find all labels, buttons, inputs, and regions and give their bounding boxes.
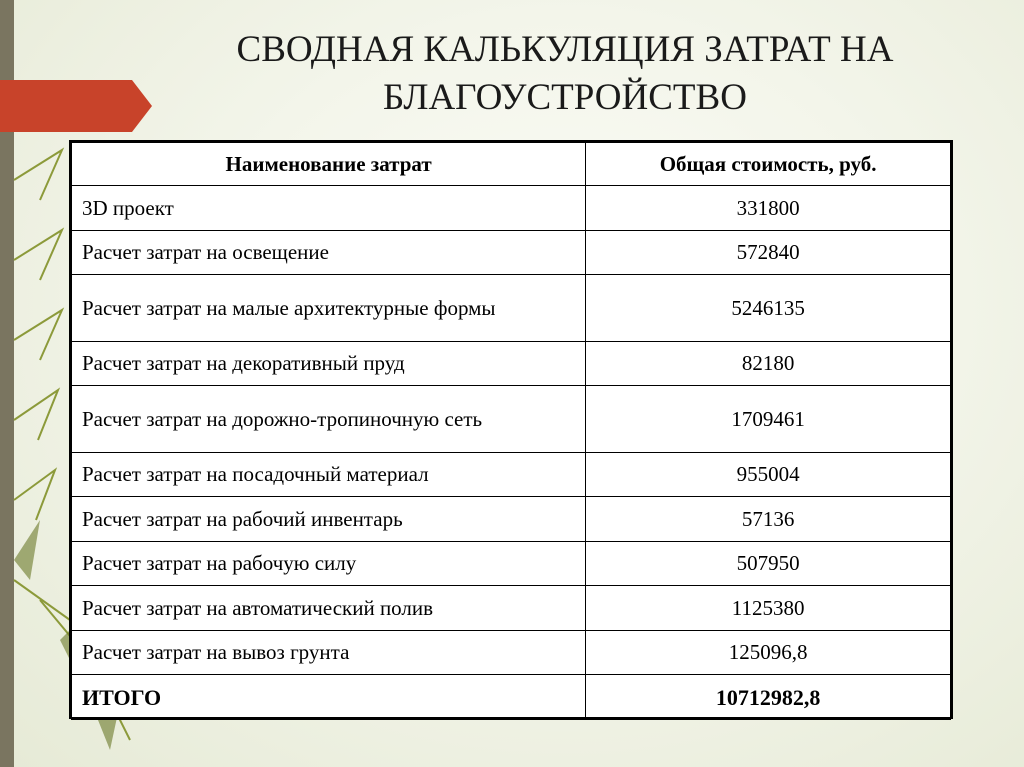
- header-cost: Общая стоимость, руб.: [586, 143, 951, 186]
- table-row: [72, 275, 951, 342]
- row-value: 82180: [586, 342, 951, 386]
- slide-title: [150, 26, 980, 122]
- row-name: Расчет затрат на декоративный пруд: [72, 342, 586, 386]
- cost-table: [71, 142, 951, 720]
- title-line-1: СВОДНАЯ КАЛЬКУЛЯЦИЯ ЗАТРАТ НА: [236, 29, 894, 70]
- row-value: 57136: [586, 497, 951, 542]
- row-name: Расчет затрат на посадочный материал: [72, 453, 586, 497]
- cost-table-container: [69, 140, 953, 719]
- title-line-2: БЛАГОУСТРОЙСТВО: [383, 77, 747, 118]
- table-row: [72, 342, 951, 386]
- total-name: ИТОГО: [72, 675, 586, 720]
- row-value: 507950: [586, 542, 951, 586]
- row-name: Расчет затрат на малые архитектурные формы: [72, 275, 586, 342]
- table-row: [72, 186, 951, 231]
- row-name: Расчет затрат на дорожно-тропиночную сеть: [72, 386, 586, 453]
- table-row: [72, 386, 951, 453]
- table-total-row: [72, 675, 951, 720]
- table-row: [72, 453, 951, 497]
- total-value: 10712982,8: [586, 675, 951, 720]
- row-value: 125096,8: [586, 631, 951, 675]
- table-row: [72, 586, 951, 631]
- row-name: Расчет затрат на рабочую силу: [72, 542, 586, 586]
- table-row: [72, 497, 951, 542]
- row-name: Расчет затрат на автоматический полив: [72, 586, 586, 631]
- row-value: 572840: [586, 231, 951, 275]
- table-header-row: [72, 143, 951, 186]
- row-value: 1125380: [586, 586, 951, 631]
- table-row: [72, 542, 951, 586]
- row-value: 955004: [586, 453, 951, 497]
- row-value: 331800: [586, 186, 951, 231]
- table-row: [72, 231, 951, 275]
- table-row: [72, 631, 951, 675]
- row-name: Расчет затрат на освещение: [72, 231, 586, 275]
- row-name: Расчет затрат на рабочий инвентарь: [72, 497, 586, 542]
- row-name: 3D проект: [72, 186, 586, 231]
- red-arrow-shape: [0, 80, 152, 132]
- row-value: 1709461: [586, 386, 951, 453]
- row-value: 5246135: [586, 275, 951, 342]
- row-name: Расчет затрат на вывоз грунта: [72, 631, 586, 675]
- header-name: Наименование затрат: [72, 143, 586, 186]
